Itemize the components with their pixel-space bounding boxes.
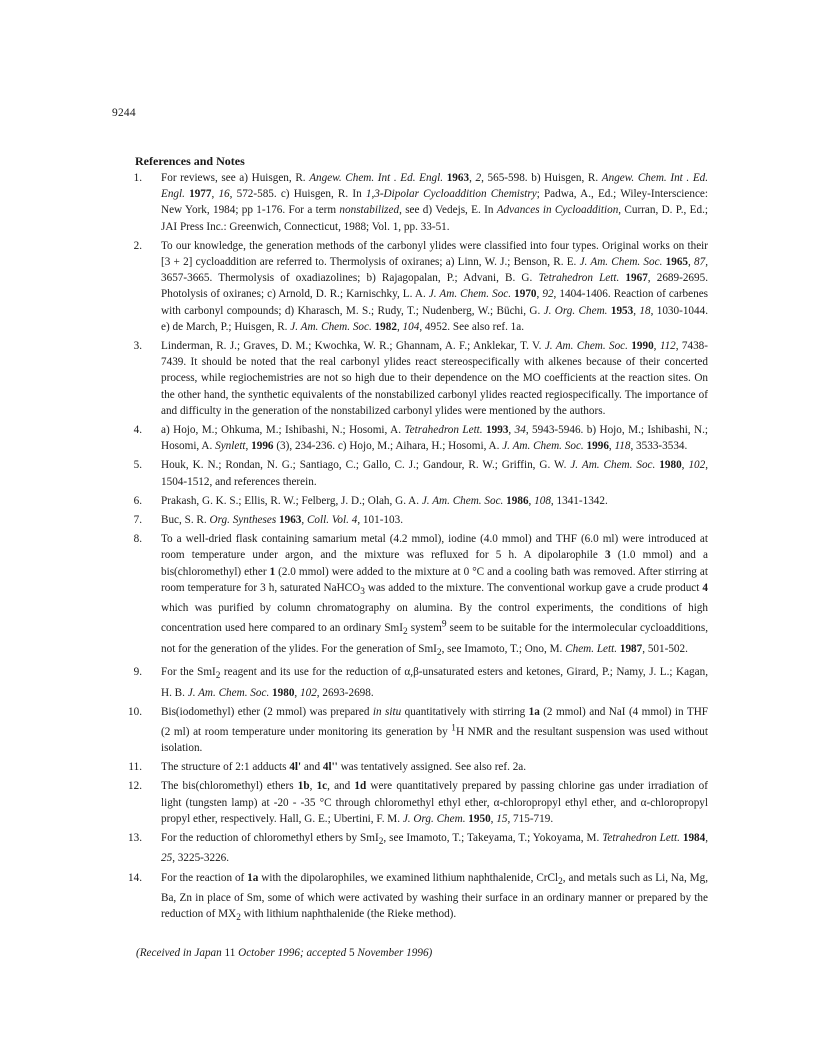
reference-text: The structure of 2:1 adducts 4l' and 4l'' was tentatively assigned. See also ref. 2a. [161,761,527,774]
reference-item [112,422,708,454]
reference-list [112,170,708,930]
reference-number: 14. [128,871,142,884]
reference-text: For the reduction of chloromethyl ethers by SmI$_2$, see Imamoto, T.; Takeyama, T.; Yokoyama, M. Tetrahedron Lett. 1984, 25, 3225-3226. [161,831,709,865]
reference-number: 12. [128,780,142,793]
reference-text: Bis(iodomethyl) ether (2 mmol) was prepared in situ quantitatively with stirring 1a (2 mmol) and NaI (4 mmol) in THF (2 ml) at room temperature under monitoring its generation by $^1$H NMR and the resultant suspension was used without isolation. [161,705,708,754]
reference-text: Linderman, R. J.; Graves, D. M.; Kwochka, W. R.; Ghannam, A. F.; Anklekar, T. V. J. Am. Chem. Soc. 1990, 112, 7438-7439. It should be noted that the real carbonyl ylides react stereospecifically with alkenes because of their concerted process, while regiochemistries are not so high due to their dependence on the MO coefficients at the reaction sites. On the other hand, the synthetic equivalents of the nonstabilized carbonyl ylides reacted regiospecifically. The importance of and difficulty in the generation of the nonstabilized carbonyl ylides were mentioned by the authors. [161,340,709,417]
reference-item [112,704,708,756]
footer-date-2: 5 [349,947,355,959]
page-number: 9244 [112,107,136,119]
reference-item [112,870,708,927]
reference-item [112,457,708,489]
reference-item [112,778,708,827]
reference-item [112,759,708,775]
reference-number: 10. [128,705,142,718]
reference-number: 7. [133,514,142,527]
reference-number: 1. [133,172,142,184]
reference-number: 5. [133,459,142,472]
reference-item [112,512,708,528]
reference-number: 8. [133,533,142,546]
footer-text-1: (Received in Japan [136,947,225,959]
received-footer [136,947,432,959]
reference-number: 3. [133,340,142,353]
section-heading: References and Notes [135,154,245,168]
reference-text: To our knowledge, the generation methods of the carbonyl ylides were classified into four types. Original works on their [3 + 2] cycloaddition are referred to. Thermolysis of oxiranes; a) Linn, W. J.; Benson, R. E. J. Am. Chem. Soc. 1965, 87, 3657-3665. Thermolysis of oxadiazolines; b) Rajagopalan, P.; Advani, B. G. Tetrahedron Lett. 1967, 2689-2695. Photolysis of oxiranes; c) Arnold, D. R.; Karnischky, L. A. J. Am. Chem. Soc. 1970, 92, 1404-1406. Reaction of carbenes with carbonyl compounds; d) Kharasch, M. S.; Rudy, T.; Nudenberg, W.; Büchi, G. J. Org. Chem. 1953, 18, 1030-1044. e) de March, P.; Huisgen, R. J. Am. Chem. Soc. 1982, 104, 4952. See also ref. 1a. [161,239,709,333]
reference-item [112,238,708,335]
reference-text: Houk, K. N.; Rondan, N. G.; Santiago, C.; Gallo, C. J.; Gandour, R. W.; Griffin, G. W. J. Am. Chem. Soc. 1980, 102, 1504-1512, and references therein. [161,459,709,488]
reference-text: The bis(chloromethyl) ethers 1b, 1c, and 1d were quantitatively prepared by passing chlorine gas under irradiation of light (tungsten lamp) at -20 - -35 °C through chloromethyl ethyl ether, α-chloropropyl ethyl ether, and α-chloropropyl propyl ether, respectively. Hall, G. E.; Ubertini, F. M. J. Org. Chem. 1950, 15, 715-719. [161,780,709,825]
footer-text-2: October 1996; accepted [235,947,350,959]
reference-number: 2. [133,239,142,252]
reference-item [112,170,708,235]
reference-number: 11. [128,761,142,774]
reference-item [112,830,708,867]
reference-number: 6. [133,494,142,507]
reference-item [112,493,708,509]
reference-text: For reviews, see a) Huisgen, R. Angew. Chem. Int . Ed. Engl. 1963, 2, 565-598. b) Huisgen, R. Angew. Chem. Int . Ed. Engl. 1977, 16, 572-585. c) Huisgen, R. In 1,3-Dipolar Cycloaddition Chemistry; Padwa, A., Ed.; Wiley-Interscience: New York, 1984; pp 1-176. For a term nonstabilized, see d) Vedejs, E. In Advances in Cycloaddition, Curran, D. P., Ed.; JAI Press Inc.: Greenwich, Connecticut, 1988; Vol. 1, pp. 33-51. [161,172,709,233]
reference-text: For the SmI$_2$ reagent and its use for the reduction of α,β-unsaturated esters and ketones, Girard, P.; Namy, J. L.; Kagan, H. B. J. Am. Chem. Soc. 1980, 102, 2693-2698. [161,666,708,699]
reference-text: To a well-dried flask containing samarium metal (4.2 mmol), iodine (4.0 mmol) and THF (6.0 ml) were introduced at room temperature under argon, and the mixture was refluxed for 5 h. A dipolarophile 3 (1.0 mmol) and a bis(chloromethyl) ether 1 (2.0 mmol) were added to the mixture at 0 °C and a cooling bath was removed. After stirring at room temperature for 3 h, saturated NaHCO$_3$ was added to the mixture. The conventional workup gave a crude product 4 which was purified by column chromatography on alumina. By the control experiments, the conditions of high concentration used here compared to an ordinary SmI$_2$ system$^9$ seem to be suitable for the intermolecular cycloadditions, not for the generation of the ylides. For the generation of SmI$_2$, see Imamoto, T.; Ono, M. Chem. Lett. 1987, 501-502. [161,533,709,658]
reference-number: 4. [133,424,142,437]
reference-text: For the reaction of 1a with the dipolarophiles, we examined lithium naphthalenide, CrCl$_2$, and metals such as Li, Na, Mg, Ba, Zn in place of Sm, some of which were activated by washing their surface in an ordinary manner or prepared by the reduction of $MX_2$ with lithium naphthalenide (the Rieke method). [161,871,708,924]
reference-text: Prakash, G. K. S.; Ellis, R. W.; Felberg, J. D.; Olah, G. A. J. Am. Chem. Soc. 1986, 108, 1341-1342. [161,494,608,507]
reference-item [112,664,708,701]
reference-number: 9. [133,666,142,679]
reference-number: 13. [128,831,142,844]
reference-item [112,531,708,661]
footer-text-3: November 1996) [354,947,433,959]
reference-text: Buc, S. R. Org. Syntheses 1963, Coll. Vol. 4, 101-103. [161,514,404,527]
footer-date-1: 11 [224,947,236,959]
reference-item [112,338,708,419]
reference-text: a) Hojo, M.; Ohkuma, M.; Ishibashi, N.; Hosomi, A. Tetrahedron Lett. 1993, 34, 5943-5946. b) Hojo, M.; Ishibashi, N.; Hosomi, A. Synlett, 1996 (3), 234-236. c) Hojo, M.; Aihara, H.; Hosomi, A. J. Am. Chem. Soc. 1996, 118, 3533-3534. [161,424,709,453]
